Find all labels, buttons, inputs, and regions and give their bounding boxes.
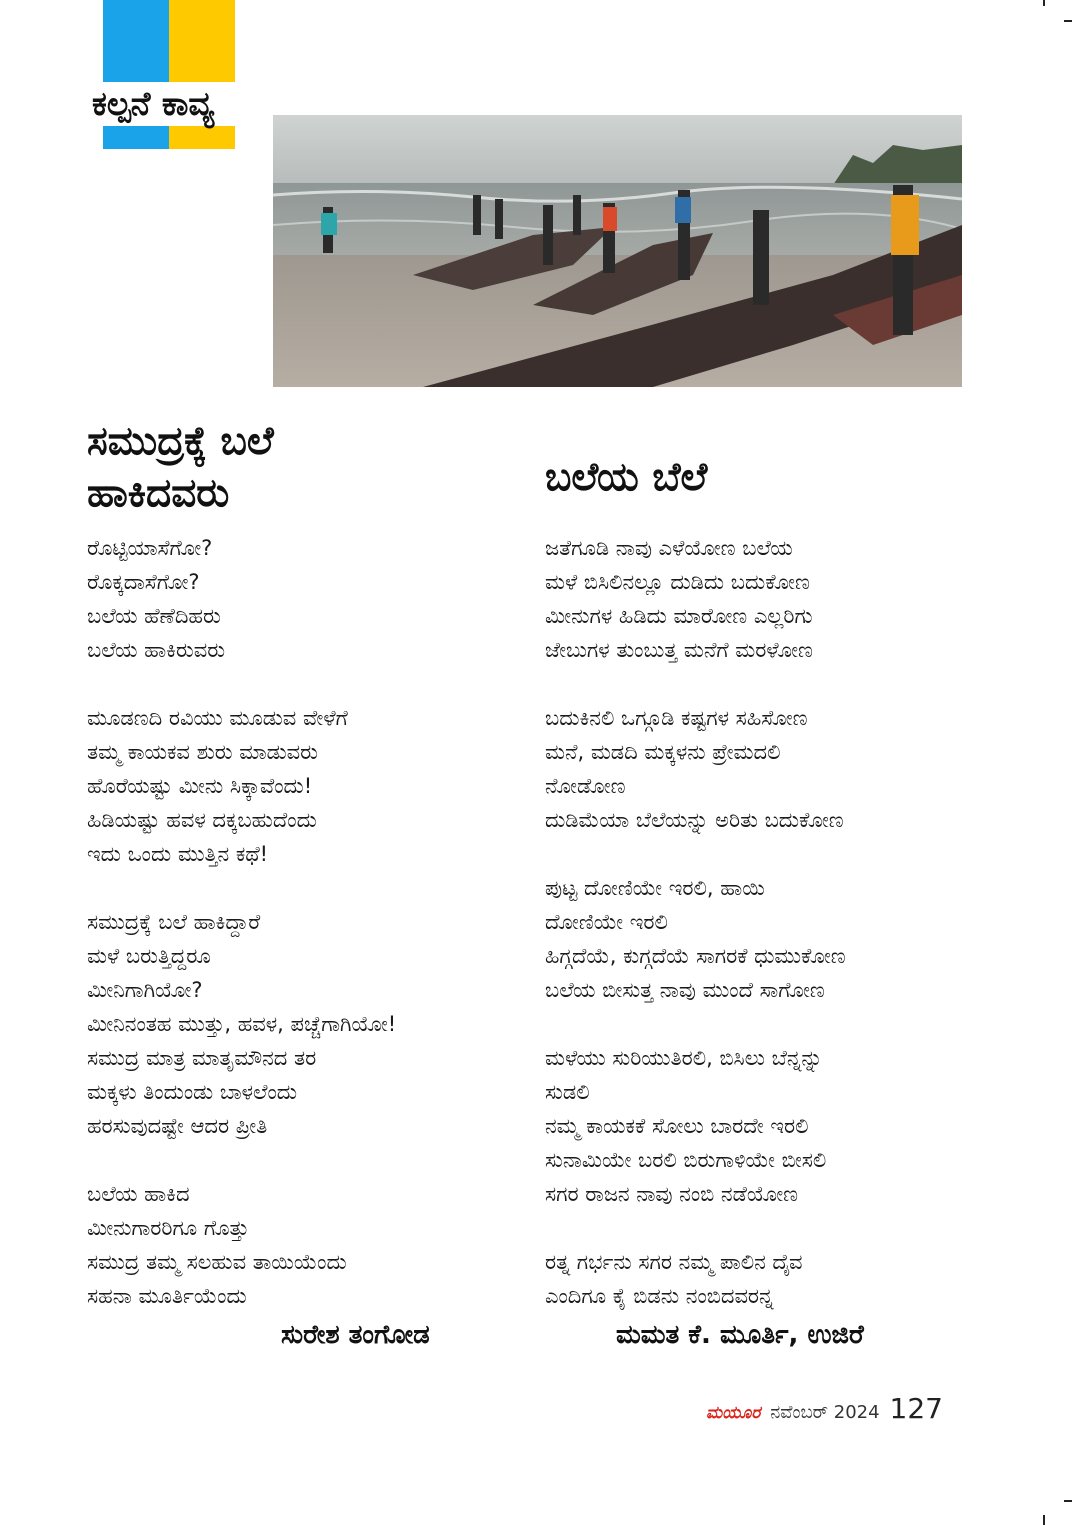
fishermen-photo bbox=[273, 115, 962, 387]
poem-line: ರೊಕ್ಕದಾಸೆಗೋ? bbox=[87, 570, 200, 594]
poem-line: ನೋಡೋಣ bbox=[545, 774, 626, 798]
poem-line: ಸಮುದ್ರಕ್ಕೆ ಬಲೆ ಹಾಕಿದ್ದಾರೆ bbox=[87, 910, 261, 934]
poem-left-title bbox=[87, 416, 274, 520]
poem-line: ಜೇಬುಗಳ ತುಂಬುತ್ತ ಮನೆಗೆ ಮರಳೋಣ bbox=[545, 638, 813, 662]
poem-right-stanza-4 bbox=[545, 1041, 846, 1211]
photo-shirt-cyan bbox=[321, 213, 337, 235]
poem-left-stanza-1 bbox=[87, 531, 396, 667]
poem-line: ಬಲೆಯ ಬೀಸುತ್ತ ನಾವು ಮುಂದೆ ಸಾಗೋಣ bbox=[545, 978, 825, 1002]
logo-yellow-strip bbox=[169, 126, 235, 149]
poem-line: ಇದು ಒಂದು ಮುತ್ತಿನ ಕಥೆ! bbox=[87, 842, 269, 866]
photo-shirt-orange bbox=[891, 195, 919, 255]
crop-mark-right-bottom bbox=[1064, 1500, 1072, 1502]
section-logo bbox=[103, 0, 235, 149]
section-label: ಕಲ್ಪನೆ ಕಾವ್ಯ bbox=[88, 82, 296, 126]
issue-date: ನವೆಂಬರ್ 2024 bbox=[770, 1402, 880, 1423]
poem-line: ಎಂದಿಗೂ ಕೈ ಬಿಡನು ನಂಬಿದವರನ್ನ bbox=[545, 1284, 774, 1308]
poem-line: ಹರಸುವುದಷ್ಟೇ ಆದರ ಪ್ರೀತಿ bbox=[87, 1114, 268, 1138]
page-number: 127 bbox=[889, 1392, 943, 1425]
poem-left-stanza-3 bbox=[87, 905, 396, 1143]
poem-line: ಜತೆಗೂಡಿ ನಾವು ಎಳೆಯೋಣ ಬಲೆಯ bbox=[545, 536, 793, 560]
poem-left-author: ಸುರೇಶ ತಂಗೋಡ bbox=[281, 1320, 430, 1350]
poem-left-stanza-2 bbox=[87, 701, 396, 871]
poem-right-stanza-2 bbox=[545, 701, 846, 837]
poem-line: ಸುಡಲಿ bbox=[545, 1080, 590, 1104]
poem-line: ಹಿಗ್ಗದೆಯೆ, ಕುಗ್ಗದೆಯೆ ಸಾಗರಕೆ ಧುಮುಕೋಣ bbox=[545, 944, 846, 968]
poem-right-author: ಮಮತ ಕೆ. ಮೂರ್ತಿ, ಉಜಿರೆ bbox=[616, 1320, 864, 1350]
poem-line: ಸುನಾಮಿಯೇ ಬರಲಿ ಬಿರುಗಾಳಿಯೇ ಬೀಸಲಿ bbox=[545, 1148, 827, 1172]
poem-line: ಹೊರೆಯಷ್ಟು ಮೀನು ಸಿಕ್ಕಾವೆಂದು! bbox=[87, 774, 313, 798]
crop-mark-bottom bbox=[1043, 1515, 1045, 1525]
poem-line: ಸಮುದ್ರ ಮಾತ್ರ ಮಾತೃಮೌನದ ತರ bbox=[87, 1046, 317, 1070]
poem-right-stanza-5 bbox=[545, 1245, 846, 1313]
poem-line: ಬಲೆಯ ಹಾಕಿದ bbox=[87, 1182, 190, 1206]
photo-shirt-red bbox=[603, 207, 617, 231]
poem-right-stanza-1 bbox=[545, 531, 846, 667]
poem-line: ಮಳೆ ಬರುತ್ತಿದ್ದರೂ bbox=[87, 944, 211, 968]
poem-line: ಮಳೆ ಬಿಸಿಲಿನಲ್ಲೂ ದುಡಿದು ಬದುಕೋಣ bbox=[545, 570, 810, 594]
poem-line: ಸಗರ ರಾಜನ ನಾವು ನಂಬಿ ನಡೆಯೋಣ bbox=[545, 1182, 799, 1206]
photo-sea bbox=[273, 183, 962, 263]
poem-line: ಪುಟ್ಟ ದೋಣಿಯೇ ಇರಲಿ, ಹಾಯಿ bbox=[545, 876, 765, 900]
poem-line: ಸಹನಾ ಮೂರ್ತಿಯೆಂದು bbox=[87, 1284, 247, 1308]
logo-blue-strip bbox=[103, 126, 169, 149]
poem-left-stanza-4 bbox=[87, 1177, 396, 1313]
poem-line: ರೊಟ್ಟಿಯಾಸೆಗೋ? bbox=[87, 536, 213, 560]
poem-line: ಬಲೆಯ ಹಾಕಿರುವರು bbox=[87, 638, 226, 662]
poem-right-title: ಬಲೆಯ ಬೆಲೆ bbox=[545, 455, 708, 500]
poem-line: ಮಳೆಯು ಸುರಿಯುತಿರಲಿ, ಬಿಸಿಲು ಬೆನ್ನನ್ನು bbox=[545, 1046, 823, 1070]
magazine-brand: ಮಯೂರ bbox=[706, 1403, 761, 1423]
poem-left-title-line1: ಸಮುದ್ರಕ್ಕೆ ಬಲೆ bbox=[87, 419, 274, 464]
poem-line: ಮೀನಿಗಾಗಿಯೋ? bbox=[87, 978, 203, 1002]
poem-line: ರತ್ನ ಗರ್ಭನು ಸಗರ ನಮ್ಮ ಪಾಲಿನ ದೈವ bbox=[545, 1250, 803, 1274]
poem-line: ಮೀನುಗಳ ಹಿಡಿದು ಮಾರೋಣ ಎಲ್ಲರಿಗು bbox=[545, 604, 813, 628]
poem-line: ಮನೆ, ಮಡದಿ ಮಕ್ಕಳನು ಪ್ರೇಮದಲಿ bbox=[545, 740, 781, 764]
poem-line: ಸಮುದ್ರ ತಮ್ಮ ಸಲಹುವ ತಾಯಿಯೆಂದು bbox=[87, 1250, 347, 1274]
poem-right-body bbox=[545, 531, 846, 1347]
crop-mark-top bbox=[1043, 0, 1045, 6]
poem-line: ನಮ್ಮ ಕಾಯಕಕೆ ಸೋಲು ಬಾರದೇ ಇರಲಿ bbox=[545, 1114, 809, 1138]
poem-line: ಬದುಕಿನಲಿ ಒಗ್ಗೂಡಿ ಕಷ್ಟಗಳ ಸಹಿಸೋಣ bbox=[545, 706, 808, 730]
poem-left-body bbox=[87, 531, 396, 1347]
poem-left-title-line2: ಹಾಕಿದವರು bbox=[87, 471, 230, 516]
photo-shirt-blue bbox=[675, 197, 691, 223]
poem-line: ಮೀನುಗಾರರಿಗೂ ಗೊತ್ತು bbox=[87, 1216, 250, 1240]
crop-mark-right-top bbox=[1064, 20, 1072, 22]
poem-line: ದೋಣಿಯೇ ಇರಲಿ bbox=[545, 910, 668, 934]
poem-right-stanza-3 bbox=[545, 871, 846, 1007]
page-footer bbox=[706, 1392, 943, 1425]
poem-line: ಬಲೆಯ ಹೆಣೆದಿಹರು bbox=[87, 604, 221, 628]
poem-line: ತಮ್ಮ ಕಾಯಕವ ಶುರು ಮಾಡುವರು bbox=[87, 740, 318, 764]
poem-line: ದುಡಿಮೆಯಾ ಬೆಲೆಯನ್ನು ಅರಿತು ಬದುಕೋಣ bbox=[545, 808, 844, 832]
poem-line: ಮೂಡಣದಿ ರವಿಯು ಮೂಡುವ ವೇಳೆಗೆ bbox=[87, 706, 348, 730]
poem-line: ಮೀನಿನಂತಹ ಮುತ್ತು, ಹವಳ, ಪಚ್ಚೆಗಾಗಿಯೋ! bbox=[87, 1012, 397, 1036]
poem-line: ಹಿಡಿಯಷ್ಟು ಹವಳ ದಕ್ಕಬಹುದೆಂದು bbox=[87, 808, 317, 832]
poem-line: ಮಕ್ಕಳು ತಿಂದುಂಡು ಬಾಳಲೆಂದು bbox=[87, 1080, 298, 1104]
